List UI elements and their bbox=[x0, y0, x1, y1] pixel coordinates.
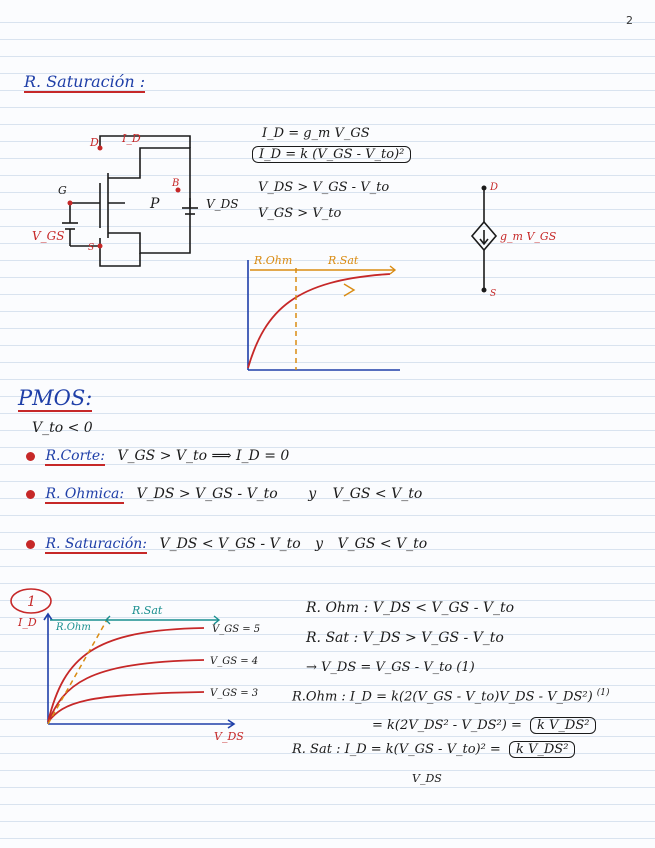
graph-xlabel: V_DS bbox=[214, 730, 244, 743]
id-vds-curves-graph bbox=[14, 606, 284, 744]
saturacion-and: y bbox=[315, 536, 324, 552]
circuit-label-p: P bbox=[150, 196, 160, 212]
bullet-icon bbox=[26, 452, 35, 461]
example-equation-3: → V_DS = V_GS - V_to (1) bbox=[306, 660, 475, 675]
example-equation-6-under: V_DS bbox=[412, 772, 442, 785]
circuit-label-b: B bbox=[172, 178, 180, 189]
example-equation-2: R. Sat : V_DS > V_GS - V_to bbox=[306, 630, 504, 646]
ohmica-and: y bbox=[308, 486, 317, 502]
example-equation-4-text: R.Ohm : I_D = k(2(V_GS - V_to)V_DS - V_DS²) bbox=[292, 689, 593, 705]
example-equation-5-box: k V_DS² bbox=[530, 717, 596, 734]
saturacion-text: V_DS < V_GS - V_to bbox=[159, 536, 301, 552]
pmos-title: PMOS: bbox=[18, 386, 93, 410]
curve-label-5: V_GS = 5 bbox=[212, 624, 261, 635]
sat-equation-4: V_GS > V_to bbox=[258, 206, 342, 221]
corte-label: R.Corte: bbox=[45, 448, 105, 464]
circuit-label-s: S bbox=[88, 243, 95, 253]
sat-equation-1: I_D = g_m V_GS bbox=[262, 126, 370, 141]
ohmica-text: V_DS > V_GS - V_to bbox=[136, 486, 278, 502]
section-title-saturacion: R. Saturación : bbox=[24, 72, 146, 91]
example-equation-5 bbox=[372, 718, 596, 733]
graph-ohm-label: R.Ohm bbox=[254, 254, 293, 267]
graph-ohm-tag: R.Ohm bbox=[56, 622, 91, 633]
sat-equation-3: V_DS > V_GS - V_to bbox=[258, 180, 390, 195]
circuit-label-vds: V_DS bbox=[206, 197, 239, 211]
pmos-condition: V_to < 0 bbox=[32, 420, 93, 436]
bullet-icon bbox=[26, 490, 35, 499]
pmos-corte-row bbox=[26, 448, 289, 464]
dependent-source-diagram bbox=[470, 180, 560, 300]
circuit-label-vgs: V_GS bbox=[32, 229, 65, 243]
source-label-s: S bbox=[490, 289, 497, 299]
graph-sat-label: R.Sat bbox=[328, 254, 359, 267]
example-number: 1 bbox=[27, 594, 36, 610]
example-equation-6-box: k V_DS² bbox=[509, 741, 575, 758]
example-equation-6-text: R. Sat : I_D = k(V_GS - V_to)² = bbox=[292, 742, 501, 757]
bullet-icon bbox=[26, 540, 35, 549]
saturacion-label: R. Saturación: bbox=[45, 536, 147, 552]
ohmica-label: R. Ohmica: bbox=[45, 486, 125, 502]
example-equation-4 bbox=[292, 688, 610, 704]
source-label-gm: g_m V_GS bbox=[500, 230, 557, 243]
pmos-ohmica-row bbox=[26, 486, 422, 502]
mosfet-circuit-diagram bbox=[30, 128, 250, 273]
page-number: 2 bbox=[626, 14, 633, 27]
example-equation-4-ref: (1) bbox=[596, 688, 610, 698]
circuit-label-id: I_D bbox=[122, 132, 141, 145]
example-equation-6 bbox=[292, 742, 575, 757]
circuit-label-g: G bbox=[58, 184, 67, 197]
pmos-saturacion-row bbox=[26, 536, 427, 552]
curve-label-4: V_GS = 4 bbox=[210, 656, 259, 667]
example-equation-5-text: = k(2V_DS² - V_DS²) = bbox=[372, 718, 522, 733]
graph-ylabel: I_D bbox=[18, 616, 37, 629]
corte-text: V_GS > V_to ⟹ I_D = 0 bbox=[117, 448, 290, 464]
circuit-label-d: D bbox=[90, 136, 99, 149]
saturacion-text2: V_GS < V_to bbox=[337, 536, 428, 552]
source-label-d: D bbox=[490, 182, 499, 193]
sat-equation-2: I_D = k (V_GS - V_to)² bbox=[252, 146, 411, 163]
curve-label-3: V_GS = 3 bbox=[210, 688, 259, 699]
graph-sat-tag: R.Sat bbox=[132, 604, 163, 617]
example-equation-1: R. Ohm : V_DS < V_GS - V_to bbox=[306, 600, 515, 616]
ohmica-text2: V_GS < V_to bbox=[332, 486, 423, 502]
saturation-region-graph bbox=[240, 250, 410, 375]
